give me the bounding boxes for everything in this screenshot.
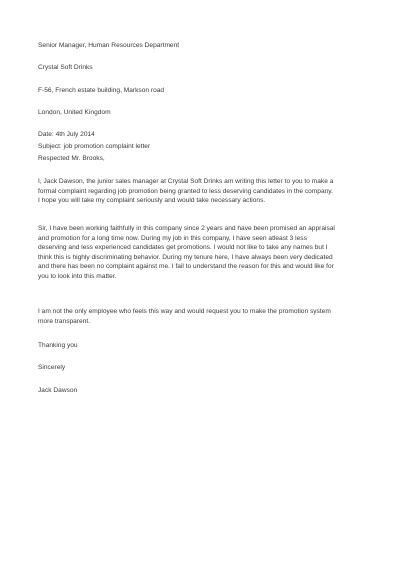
paragraph-2: [38, 224, 368, 282]
paragraph-3-line: more transparent.: [38, 317, 91, 325]
paragraph-1-line: I, Jack Dawson, the junior sales manager at Crystal Soft Drinks am writing this letter to you to make a: [38, 178, 334, 185]
company-name: Crystal Soft Drinks: [38, 64, 93, 71]
salutation: Respected Mr. Brooks,: [38, 155, 105, 162]
paragraph-3-line: I am not the only employee who feels this way and would request you to make the promotion system: [38, 308, 331, 315]
signature-name: Jack Dawson: [38, 387, 78, 394]
paragraph-3: [38, 307, 368, 326]
paragraph-2-line: and promotion for a long time now. During my job in this company, I have seen atleast 3 less: [38, 234, 307, 242]
paragraph-1-line: formal complaint regarding job promotion being granted to less deserving candidates in the company.: [38, 187, 333, 195]
recipient-title: Senior Manager, Human Resources Department: [38, 42, 180, 49]
paragraph-1-line: I hope you will take my complaint seriously and would take necessary actions.: [38, 197, 266, 205]
address-line: F-56, French estate building, Markson road: [38, 87, 165, 94]
paragraph-2-line: think this is highly discriminating behavior. During my tenure here, I have always been very dedicated: [38, 253, 333, 261]
paragraph-2-line: deserving and less experienced candidates get promotions. I would not like to take any names but I: [38, 244, 328, 252]
city-line: London, United Kingdom: [38, 109, 111, 116]
date-line: Date: 4th July 2014: [38, 131, 95, 138]
paragraph-1: [38, 177, 368, 206]
paragraph-2-line: you to look into this matter.: [38, 272, 117, 280]
thanks-line: Thanking you: [38, 342, 78, 349]
subject-line: Subject: job promotion complaint letter: [38, 143, 151, 150]
closing-line: Sincerely: [38, 364, 66, 371]
paragraph-2-line: Sir, I have been working faithfully in this company since 2 years and have been promised an appraisal: [38, 225, 335, 232]
paragraph-2-line: and there has been no complaint against me. I fail to understand the reason for this and would like for: [38, 263, 334, 271]
